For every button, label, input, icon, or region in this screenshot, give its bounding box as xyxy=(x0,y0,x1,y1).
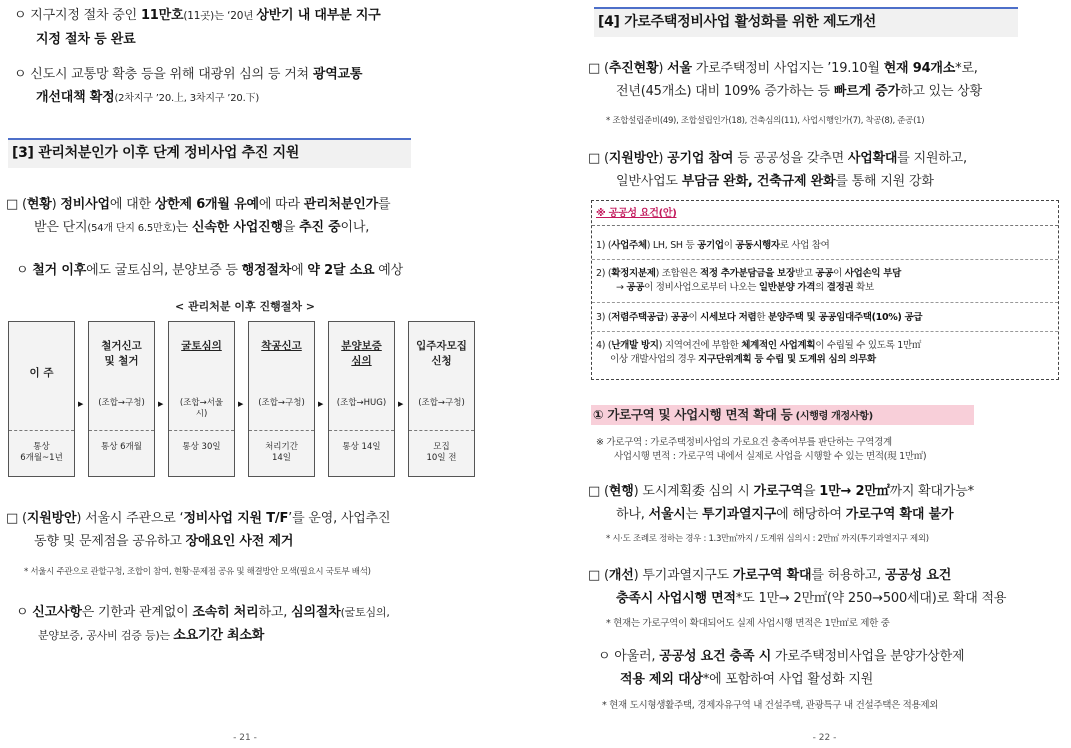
process-step-title: 착공신고 xyxy=(261,340,302,352)
process-arrow-icon: ▶ xyxy=(158,400,164,408)
process-step-title: 굴토심의 xyxy=(181,340,222,352)
requirement-1: 1) (사업주체) LH, SH 등 공기업이 공동시행자로 사업 참여 xyxy=(596,240,830,251)
process-step-actor: (조합→서울 시) xyxy=(179,398,224,419)
requirements-title: ※ 공공성 요건(안) xyxy=(596,208,677,219)
process-arrow-icon: ▶ xyxy=(318,400,324,408)
process-step-duration: 통상 14일 xyxy=(342,442,381,452)
process-step-duration: 통상 6개월 xyxy=(101,442,142,452)
requirement-2: 2) (확정지분제) 조합원은 적정 추가분담금을 보장받고 공공이 사업손익 부담 → 공공이 정비사업으로부터 나오는 일반분양 가격의 결정권 확보 xyxy=(596,268,901,293)
current-paragraph: □ (현행) 도시계획委 심의 시 가로구역을 1만→ 2만㎡까지 확대가능* 하나, 서울시는 투기과열지구에 해당하여 가로구역 확대 불가 xyxy=(588,484,974,522)
requirements-box xyxy=(591,200,1059,380)
current-note: * 시·도 조례로 정하는 경우 : 1.3만㎡까지 / 도계위 심의시 : 2만㎡ 까지(투기과열지구 제외) xyxy=(606,534,929,544)
process-step-actor: (조합→HUG) xyxy=(336,398,387,408)
process-step-2 xyxy=(88,321,155,477)
process-step-title: 입주자모집 신청 xyxy=(416,340,467,367)
process-step-divider xyxy=(89,430,154,431)
process-step-5 xyxy=(328,321,395,477)
improve-note: * 현재는 가로구역이 확대되어도 실제 사업시행 면적은 1만㎡로 제한 중 xyxy=(606,618,890,629)
divider-3 xyxy=(592,331,1058,332)
process-step-divider xyxy=(329,430,394,431)
process-step-duration: 모집 10일 전 xyxy=(426,442,457,463)
process-arrow-icon: ▶ xyxy=(238,400,244,408)
process-step-title: 철거신고 및 철거 xyxy=(101,340,142,367)
process-step-3 xyxy=(168,321,235,477)
process-step-actor: (조합→구청) xyxy=(98,398,145,408)
process-step-actor: (조합→구청) xyxy=(258,398,305,408)
process-step-divider xyxy=(409,430,474,431)
process-step-divider xyxy=(169,430,234,431)
progress-paragraph: □ (추진현황) 서울 가로주택정비 사업지는 ’19.10월 현재 94개소*로, 전년(45개소) 대비 109% 증가하는 등 빠르게 증가하고 있는 상황 xyxy=(588,61,982,99)
plan-paragraph: □ (지원방안) 공기업 참여 등 공공성을 갖추면 사업확대를 지원하고, 일반사업도 부담금 완화, 건축규제 완화를 통해 지원 강화 xyxy=(588,151,967,189)
definition-1: ※ 가로구역 : 가로주택정비사업의 가로요건 충족여부를 판단하는 구역경계 xyxy=(596,437,892,448)
bullet-district-designation: ㅇ 지구지정 절차 중인 11만호(11곳)는 ‘20년 상반기 내 대부분 지구 지정 절차 등 완료 xyxy=(14,8,381,47)
process-step-6 xyxy=(408,321,475,477)
requirement-3: 3) (저렴주택공급) 공공이 시세보다 저렴한 분양주택 및 공공임대주택(10%) 공급 xyxy=(596,312,923,323)
divider-2 xyxy=(592,302,1058,303)
process-step-4 xyxy=(248,321,315,477)
status-paragraph: □ (현황) 정비사업에 대한 상한제 6개월 유예에 따라 관리처분인가를 받은 단지(54개 단지 6.5만호)는 신속한 사업진행을 추진 중이나, xyxy=(6,197,391,235)
demolition-bullet: ㅇ 철거 이후에도 굴토심의, 분양보증 등 행정절차에 약 2달 소요 예상 xyxy=(16,263,403,278)
page-number: - 21 - xyxy=(233,733,257,743)
page-number: - 22 - xyxy=(812,733,837,743)
highlight-heading: ① 가로구역 및 사업시행 면적 확대 등 (시행령 개정사항) xyxy=(591,405,974,425)
support-note: * 서울시 주관으로 관할구청, 조합이 참여, 현황·문제점 공유 및 해결방안 모색(필요시 국토부 배석) xyxy=(24,567,371,577)
page-22 xyxy=(578,0,1071,748)
report-bullet: ㅇ 신고사항은 기한과 관계없이 조속히 처리하고, 심의절차(굴토심의, 분양보증, 공사비 검증 등)는 소요기간 최소화 xyxy=(16,605,390,643)
process-arrow-icon: ▶ xyxy=(78,400,84,408)
improve-paragraph: □ (개선) 투기과열지구도 가로구역 확대를 허용하고, 공공성 요건 충족시 사업시행 면적*도 1만→ 2만㎡(약 250→500세대)로 확대 적용 xyxy=(588,568,1007,606)
page-21 xyxy=(0,0,490,748)
also-note: * 현재 도시형생활주택, 경제자유구역 내 건설주택, 관광특구 내 건설주택은 적용제외 xyxy=(602,700,939,711)
section-title-4: [4] 가로주택정비사업 활성화를 위한 제도개선 xyxy=(594,7,1018,37)
process-step-divider xyxy=(249,430,314,431)
process-step-title: 분양보증 심의 xyxy=(341,340,382,367)
bullet-transport-plan: ㅇ 신도시 교통망 확충 등을 위해 대광위 심의 등 거쳐 광역교통 개선대책 확정(2차지구 ’20.上, 3차지구 ’20.下) xyxy=(14,67,363,105)
process-caption: < 관리처분 이후 진행절차 > xyxy=(174,300,315,313)
progress-note: * 조합설립준비(49), 조합설립인가(18), 건축심의(11), 사업시행인가(7), 착공(8), 준공(1) xyxy=(606,116,925,126)
process-step-duration: 처리기간 14일 xyxy=(265,442,298,463)
section-title-3: [3] 관리처분인가 이후 단계 정비사업 추진 지원 xyxy=(8,138,411,168)
process-step-title: 이 주 xyxy=(29,367,54,379)
support-paragraph: □ (지원방안) 서울시 주관으로 ‘정비사업 지원 T/F’를 운영, 사업추진 동향 및 문제점을 공유하고 장애요인 사전 제거 xyxy=(6,511,391,549)
divider-1 xyxy=(592,259,1058,260)
also-bullet: ㅇ 아울러, 공공성 요건 충족 시 가로주택정비사업을 분양가상한제 적용 제외 대상*에 포함하여 사업 활성화 지원 xyxy=(598,649,965,687)
requirements-divider xyxy=(592,225,1058,226)
requirement-4: 4) (난개발 방지) 지역여건에 부합한 체계적인 사업계획이 수립될 수 있도록 1만㎡ 이상 개발사업의 경우 지구단위계획 등 수립 및 도계위 심의 의무화 xyxy=(596,340,922,365)
process-step-divider xyxy=(9,430,74,431)
process-arrow-icon: ▶ xyxy=(398,400,404,408)
process-step-duration: 통상 6개월~1년 xyxy=(20,442,63,463)
definition-2: 사업시행 면적 : 가로구역 내에서 실제로 사업을 시행할 수 있는 면적(現 1만㎡) xyxy=(614,451,927,462)
process-step-duration: 통상 30일 xyxy=(182,442,221,452)
process-step-1 xyxy=(8,321,75,477)
process-step-actor: (조합→구청) xyxy=(418,398,465,408)
